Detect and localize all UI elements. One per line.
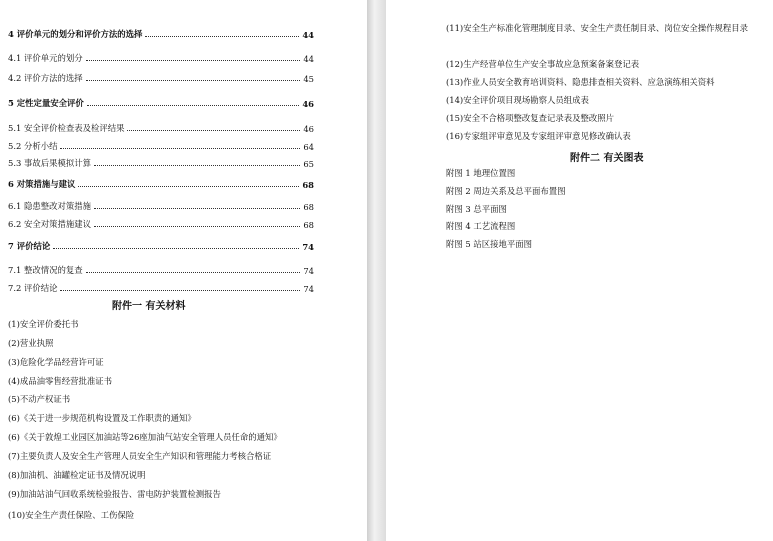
appendix1-item: (12)生产经营单位生产安全事故应急预案备案登记表 <box>446 59 640 69</box>
toc-leader-dots <box>127 130 300 131</box>
toc-entry-title: 4 评价单元的划分和评价方法的选择 <box>8 29 143 39</box>
appendix1-item: (11)安全生产标准化管理制度目录、安全生产责任制目录、岗位安全操作规程目录 <box>446 23 748 33</box>
appendix1-item: (10)安全生产责任保险、工伤保险 <box>8 510 135 520</box>
appendix1-item: (15)安全不合格项整改复查记录表及整改照片 <box>446 113 614 123</box>
appendix2-figure-item: 附图 1 地理位置图 <box>446 168 516 178</box>
appendix1-item: (13)作业人员安全教育培训资料、隐患排查相关资料、应急演练相关资料 <box>446 77 715 87</box>
toc-entry-page: 46 <box>303 124 314 134</box>
toc-entry-page: 74 <box>303 266 314 276</box>
toc-entry-page: 46 <box>302 99 314 109</box>
toc-entry-title: 5.2 分析小结 <box>8 141 58 151</box>
toc-leader-dots <box>53 248 299 249</box>
appendix1-item: (16)专家组评审意见及专家组评审意见修改确认表 <box>446 131 631 141</box>
toc-entry-page: 74 <box>303 284 314 294</box>
appendix1-item: (2)营业执照 <box>8 338 54 348</box>
toc-entry <box>8 138 314 152</box>
appendix1-heading: 附件一 有关材料 <box>112 301 186 312</box>
toc-entry-title: 6.2 安全对策措施建议 <box>8 219 91 229</box>
toc-entry-title: 5 定性定量安全评价 <box>8 98 84 108</box>
toc-entry-title: 4.2 评价方法的选择 <box>8 73 83 83</box>
toc-entry <box>8 198 314 212</box>
appendix2-figure-item: 附图 3 总平面图 <box>446 204 507 214</box>
toc-entry-page: 68 <box>303 220 314 230</box>
toc-entry-title: 7 评价结论 <box>8 241 51 251</box>
appendix1-item: (4)成品油零售经营批准证书 <box>8 376 112 386</box>
toc-entry-title: 7.1 整改情况的复查 <box>8 265 83 275</box>
toc-entry <box>8 155 314 169</box>
toc-leader-dots <box>86 272 301 273</box>
toc-entry-page: 68 <box>303 202 314 212</box>
toc-leader-dots <box>145 36 299 37</box>
toc-entry-page: 44 <box>303 54 314 64</box>
toc-leader-dots <box>86 60 301 61</box>
toc-entry <box>8 70 314 84</box>
toc-entry <box>8 50 314 64</box>
toc-entry <box>8 238 314 252</box>
toc-entry <box>8 262 314 276</box>
toc-entry-page: 65 <box>303 159 314 169</box>
toc-entry <box>8 176 314 190</box>
toc-entry-page: 64 <box>303 142 314 152</box>
toc-leader-dots <box>87 105 300 106</box>
toc-leader-dots <box>94 226 300 227</box>
toc-entry-title: 7.2 评价结论 <box>8 283 58 293</box>
left-page <box>0 0 367 541</box>
toc-entry <box>8 216 314 230</box>
toc-entry-title: 5.3 事故后果模拟计算 <box>8 158 91 168</box>
appendix1-item: (14)安全评价项目现场勘察人员组成表 <box>446 95 589 105</box>
toc-entry-page: 74 <box>302 242 314 252</box>
appendix1-item: (3)危险化学品经营许可证 <box>8 357 104 367</box>
toc-entry <box>8 26 314 40</box>
book-gutter <box>367 0 386 541</box>
appendix2-figure-item: 附图 2 周边关系及总平面布置图 <box>446 186 566 196</box>
appendix2-heading: 附件二 有关图表 <box>570 153 644 164</box>
appendix1-item: (1)安全评价委托书 <box>8 319 79 329</box>
appendix1-item: (8)加油机、油罐检定证书及情况说明 <box>8 470 146 480</box>
appendix2-figure-item: 附图 4 工艺流程图 <box>446 221 516 231</box>
toc-entry <box>8 280 314 294</box>
toc-leader-dots <box>94 165 300 166</box>
toc-entry-title: 6.1 隐患整改对策措施 <box>8 201 91 211</box>
toc-entry <box>8 120 314 134</box>
toc-entry-title: 5.1 安全评价检查表及检评结果 <box>8 123 125 133</box>
toc-entry-title: 6 对策措施与建议 <box>8 179 76 189</box>
appendix1-item: (6)《关于进一步规范机构设置及工作职责的通知》 <box>8 413 196 423</box>
toc-entry-title: 4.1 评价单元的划分 <box>8 53 83 63</box>
appendix1-item: (9)加油站油气回收系统检验报告、雷电防护装置检测报告 <box>8 489 221 499</box>
appendix1-item: (5)不动产权证书 <box>8 394 71 404</box>
toc-entry-page: 45 <box>303 74 314 84</box>
toc-leader-dots <box>86 80 301 81</box>
appendix1-item: (7)主要负责人及安全生产管理人员安全生产知识和管理能力考核合格证 <box>8 451 272 461</box>
appendix2-figure-item: 附图 5 站区接地平面图 <box>446 239 533 249</box>
toc-entry-page: 68 <box>302 180 314 190</box>
toc-leader-dots <box>60 290 300 291</box>
toc-entry-page: 44 <box>302 30 314 40</box>
toc-leader-dots <box>78 186 299 187</box>
toc-leader-dots <box>94 208 300 209</box>
appendix1-item: (6)《关于敦煌工业园区加油站等26座加油气站安全管理人员任命的通知》 <box>8 432 282 442</box>
toc-leader-dots <box>60 148 300 149</box>
toc-entry <box>8 95 314 109</box>
